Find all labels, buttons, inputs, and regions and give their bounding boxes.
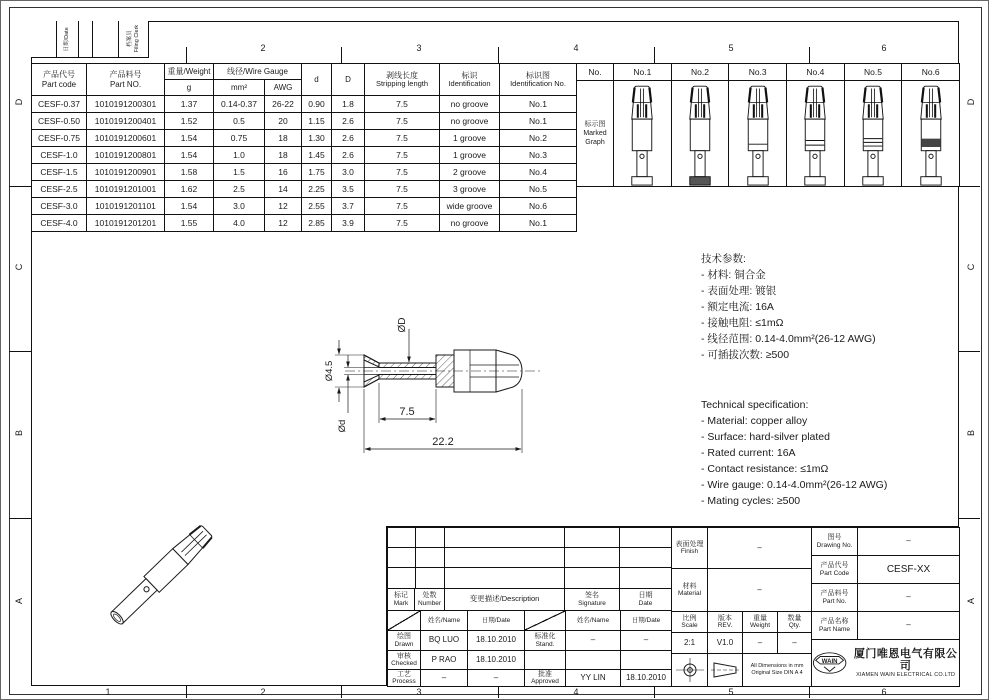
cell-mm2: 3.0 bbox=[214, 198, 265, 215]
tech-params-cn-line: - 材料: 铜合金 bbox=[701, 269, 766, 281]
pin-icon bbox=[618, 82, 666, 186]
zone-letter-left: C bbox=[14, 263, 24, 271]
rev-checked-name: P RAO bbox=[420, 650, 468, 670]
zone-letter-left: D bbox=[14, 98, 24, 106]
cell-awg: 12 bbox=[265, 215, 302, 232]
cell-ident_no: No.4 bbox=[500, 164, 577, 181]
cell-d: 2.25 bbox=[302, 181, 332, 198]
cell-part_no: 1010191201201 bbox=[87, 215, 165, 232]
company-name-cn: 厦门唯恩电气有限公司 bbox=[853, 647, 958, 672]
rev-role-drawn: 绘图 Drawn bbox=[387, 630, 421, 651]
cell-d: 1.15 bbox=[302, 113, 332, 130]
rev-role-approved: 批准 Approved bbox=[524, 669, 566, 687]
rev-empty-cell bbox=[564, 527, 620, 548]
tech-params-cn-line: - 表面处理: 镀银 bbox=[701, 285, 777, 297]
cell-weight: 1.37 bbox=[165, 96, 214, 113]
table-row bbox=[32, 164, 577, 181]
zone-number-top: 6 bbox=[881, 43, 887, 53]
header-wire-gauge: 线径/Wire Gauge bbox=[214, 64, 302, 80]
zone-tick bbox=[654, 47, 655, 63]
zone-number-top: 2 bbox=[260, 43, 266, 53]
rev-empty-cell bbox=[619, 567, 673, 590]
pin-figure-no1 bbox=[614, 81, 672, 186]
rev-header-date: 日期 Date bbox=[619, 588, 672, 611]
marked-graph-body-row bbox=[577, 81, 959, 186]
finish-label: 表面处理 Finish bbox=[671, 527, 708, 569]
corner-empty-cell bbox=[31, 21, 57, 58]
tech-params-cn-line: - 线径范围: 0.14-4.0mm²(26-12 AWG) bbox=[701, 333, 876, 345]
cell-mm2: 0.75 bbox=[214, 130, 265, 147]
zone-number-bottom: 1 bbox=[105, 687, 111, 697]
rev-empty-cell bbox=[565, 650, 621, 670]
cell-ident: no groove bbox=[440, 96, 500, 113]
marked-graph-header-row bbox=[577, 64, 959, 81]
cell-D: 3.9 bbox=[332, 215, 365, 232]
corner-filing-table bbox=[31, 21, 149, 58]
tech-spec-en-line: - Rated current: 16A bbox=[701, 447, 796, 459]
cell-part_no: 1010191200801 bbox=[87, 147, 165, 164]
zone-number-bottom: 2 bbox=[260, 687, 266, 697]
table-row bbox=[32, 130, 577, 147]
part-no-label: 产品料号 Part No. bbox=[811, 583, 858, 612]
zone-tick bbox=[341, 47, 342, 63]
cell-ident: no groove bbox=[440, 215, 500, 232]
marked-graph-col-header: No.4 bbox=[787, 64, 845, 80]
cone-symbol-cell bbox=[707, 653, 743, 687]
scale-value: 2:1 bbox=[671, 632, 708, 654]
cell-strip: 7.5 bbox=[365, 96, 440, 113]
filing-clerk-label: 档案员 Filing Clerk bbox=[126, 25, 140, 53]
rev-empty-cell bbox=[415, 567, 445, 590]
rev-checked-date: 18.10.2010 bbox=[467, 650, 525, 670]
marked-graph-col-header: No.6 bbox=[921, 67, 940, 77]
cell-D: 3.0 bbox=[332, 164, 365, 181]
zone-tick bbox=[9, 186, 31, 187]
rev-empty-cell bbox=[415, 527, 445, 548]
rev-approved-date: 18.10.2010 bbox=[620, 669, 672, 687]
svg-text:WAIN: WAIN bbox=[821, 658, 838, 665]
cell-ident_no: No.2 bbox=[500, 130, 577, 147]
cell-weight: 1.55 bbox=[165, 215, 214, 232]
cell-part_code: CESF-4.0 bbox=[32, 215, 87, 232]
pin-figure-no4 bbox=[787, 81, 845, 186]
zone-letter-right: D bbox=[966, 98, 976, 106]
pin-icon bbox=[676, 82, 724, 186]
zone-tick bbox=[809, 686, 810, 698]
cell-ident_no: No.1 bbox=[500, 96, 577, 113]
corner-filing-cell bbox=[119, 21, 149, 58]
dim-label-od: ØD bbox=[397, 317, 408, 333]
cell-weight: 1.62 bbox=[165, 181, 214, 198]
rev-empty-cell bbox=[444, 547, 565, 568]
zone-tick bbox=[654, 686, 655, 698]
cell-part_code: CESF-0.37 bbox=[32, 96, 87, 113]
zone-letter-right: B bbox=[966, 430, 976, 437]
part-name-value: – bbox=[857, 611, 960, 640]
cell-d: 2.55 bbox=[302, 198, 332, 215]
cell-part_code: CESF-2.5 bbox=[32, 181, 87, 198]
zone-letter-right: A bbox=[966, 598, 976, 605]
qty-label: 数量 Qty. bbox=[777, 611, 812, 633]
rev-empty-cell bbox=[619, 527, 673, 548]
cell-mm2: 4.0 bbox=[214, 215, 265, 232]
cell-d: 1.45 bbox=[302, 147, 332, 164]
tech-spec-en-title: Technical specification: bbox=[701, 399, 809, 411]
part-name-label: 产品名称 Part Name bbox=[811, 611, 858, 640]
header-D: D bbox=[332, 64, 365, 96]
pin-icon bbox=[849, 82, 897, 186]
header-identification-no: 标识图 Identification No. bbox=[500, 64, 577, 96]
rev-empty-cell bbox=[564, 547, 620, 568]
rev-value: V1.0 bbox=[707, 632, 743, 654]
company-cell bbox=[811, 639, 960, 687]
scale-label: 比例 Scale bbox=[671, 611, 708, 633]
qty-value: – bbox=[777, 632, 812, 654]
date-label: 日期/Date bbox=[64, 26, 71, 52]
cell-D: 1.8 bbox=[332, 96, 365, 113]
rev-role-process: 工艺 Process bbox=[387, 669, 421, 687]
rev-empty-cell bbox=[444, 567, 565, 590]
pin-icon bbox=[734, 82, 782, 186]
tech-spec-en-line: - Surface: hard-silver plated bbox=[701, 431, 830, 443]
part-no-value: – bbox=[857, 583, 960, 612]
part-code-label: 产品代号 Part Code bbox=[811, 555, 858, 584]
cell-part_code: CESF-1.0 bbox=[32, 147, 87, 164]
cell-ident_no: No.1 bbox=[500, 215, 577, 232]
table-row bbox=[32, 96, 577, 113]
zone-tick bbox=[498, 686, 499, 698]
corner-date-cell bbox=[57, 21, 79, 58]
cell-ident_no: No.5 bbox=[500, 181, 577, 198]
rev-process-date: – bbox=[467, 669, 525, 687]
rev-empty-cell bbox=[619, 547, 673, 568]
tech-spec-en bbox=[701, 397, 887, 509]
cell-mm2: 1.0 bbox=[214, 147, 265, 164]
cell-part_code: CESF-1.5 bbox=[32, 164, 87, 181]
marked-graph-col-header: No.2 bbox=[672, 64, 730, 80]
material-label: 材料 Material bbox=[671, 568, 708, 612]
rev-empty-cell bbox=[387, 567, 416, 590]
header-stripping-length: 剥线长度 Stripping length bbox=[365, 64, 440, 96]
zone-tick bbox=[809, 47, 810, 63]
rev-header-number: 处数 Number bbox=[414, 588, 445, 611]
zone-tick bbox=[341, 686, 342, 698]
dim-label-total-length: 22.2 bbox=[432, 436, 454, 448]
cell-mm2: 1.5 bbox=[214, 164, 265, 181]
cell-part_code: CESF-0.75 bbox=[32, 130, 87, 147]
cell-ident: no groove bbox=[440, 113, 500, 130]
rev-role-standardization: 标准化 Stand. bbox=[524, 630, 566, 651]
zone-number-bottom: 5 bbox=[728, 687, 734, 697]
cell-d: 0.90 bbox=[302, 96, 332, 113]
cell-mm2: 0.14-0.37 bbox=[214, 96, 265, 113]
cell-part_no: 1010191200401 bbox=[87, 113, 165, 130]
cell-ident_no: No.1 bbox=[500, 113, 577, 130]
cell-part_no: 1010191200901 bbox=[87, 164, 165, 181]
cell-d: 1.30 bbox=[302, 130, 332, 147]
zone-tick bbox=[959, 518, 980, 519]
pin-figure-no5 bbox=[845, 81, 903, 186]
zone-letter-right: C bbox=[966, 263, 976, 271]
cell-part_code: CESF-3.0 bbox=[32, 198, 87, 215]
tech-params-cn-title: 技术参数: bbox=[701, 253, 746, 265]
wain-logo bbox=[812, 650, 847, 676]
cell-D: 2.6 bbox=[332, 147, 365, 164]
zone-number-top: 5 bbox=[728, 43, 734, 53]
part-data-table bbox=[31, 63, 577, 232]
table-row bbox=[32, 198, 577, 215]
zone-letter-left: B bbox=[14, 430, 24, 437]
rev-approved-name: YY LIN bbox=[565, 669, 621, 687]
header-part-no: 产品料号 Part NO. bbox=[87, 64, 165, 96]
zone-tick bbox=[186, 47, 187, 63]
cell-strip: 7.5 bbox=[365, 147, 440, 164]
header-part-code: 产品代号 Part code bbox=[32, 64, 87, 96]
cell-ident_no: No.3 bbox=[500, 147, 577, 164]
cell-weight: 1.54 bbox=[165, 147, 214, 164]
cell-awg: 26-22 bbox=[265, 96, 302, 113]
marked-graph-col-header: No.5 bbox=[845, 64, 903, 80]
cell-weight: 1.52 bbox=[165, 113, 214, 130]
truncated-cone-icon bbox=[710, 659, 740, 681]
rev-diagonal-cell bbox=[387, 610, 421, 631]
isometric-pin-view bbox=[53, 493, 253, 673]
cell-mm2: 0.5 bbox=[214, 113, 265, 130]
cell-weight: 1.54 bbox=[165, 198, 214, 215]
cell-strip: 7.5 bbox=[365, 215, 440, 232]
title-block bbox=[386, 526, 959, 686]
tech-params-cn-line: - 额定电流: 16A bbox=[701, 301, 774, 313]
rev-header-description: 变更描述/Description bbox=[444, 588, 565, 611]
header-weight: 重量/Weight bbox=[165, 64, 214, 80]
tech-spec-en-line: - Mating cycles: ≥500 bbox=[701, 495, 801, 507]
weight-label: 重量 Weight bbox=[742, 611, 778, 633]
cell-D: 3.7 bbox=[332, 198, 365, 215]
cell-part_no: 1010191201101 bbox=[87, 198, 165, 215]
cell-D: 2.6 bbox=[332, 113, 365, 130]
cell-awg: 14 bbox=[265, 181, 302, 198]
cell-awg: 18 bbox=[265, 130, 302, 147]
cell-strip: 7.5 bbox=[365, 198, 440, 215]
rev-label: 版本 REV. bbox=[707, 611, 743, 633]
dim-label-crimp-depth: 7.5 bbox=[399, 406, 415, 418]
zone-number-bottom: 6 bbox=[881, 687, 887, 697]
material-value: – bbox=[707, 568, 812, 612]
rev-empty-cell bbox=[620, 650, 672, 670]
cell-weight: 1.58 bbox=[165, 164, 214, 181]
header-identification: 标识 Identification bbox=[440, 64, 500, 96]
zone-number-bottom: 4 bbox=[573, 687, 579, 697]
cell-D: 3.5 bbox=[332, 181, 365, 198]
cell-awg: 12 bbox=[265, 198, 302, 215]
zone-tick bbox=[959, 186, 980, 187]
cell-part_no: 1010191200601 bbox=[87, 130, 165, 147]
rev-drawn-date: 18.10.2010 bbox=[467, 630, 525, 651]
marked-graph-col-header: No.1 bbox=[614, 64, 672, 80]
rev-date-label: 日期/Date bbox=[467, 610, 525, 631]
rev-stand-date: – bbox=[620, 630, 672, 651]
dimensions-note: All Dimensions in mm Original Size DIN A 4 bbox=[742, 653, 812, 687]
zone-tick bbox=[186, 686, 187, 698]
cell-ident_no: No.6 bbox=[500, 198, 577, 215]
tech-params-cn-line: - 接触电阻: ≤1mΩ bbox=[701, 317, 784, 329]
cell-strip: 7.5 bbox=[365, 130, 440, 147]
weight-value: – bbox=[742, 632, 778, 654]
corner-empty-cell bbox=[93, 21, 119, 58]
first-angle-projection-icon bbox=[674, 656, 706, 684]
pin-figure-no3 bbox=[729, 81, 787, 186]
cell-strip: 7.5 bbox=[365, 164, 440, 181]
zone-number-top: 4 bbox=[573, 43, 579, 53]
tech-spec-en-line: - Material: copper alloy bbox=[701, 415, 808, 427]
rev-stand-name: – bbox=[565, 630, 621, 651]
dim-label-bore: Ød bbox=[337, 419, 348, 433]
table-row bbox=[32, 147, 577, 164]
cell-mm2: 2.5 bbox=[214, 181, 265, 198]
rev-name-label: 姓名/Name bbox=[420, 610, 468, 631]
projection-symbol-cell bbox=[671, 653, 708, 687]
rev-date-label: 日期/Date bbox=[620, 610, 672, 631]
rev-header-signature: 签名 Signature bbox=[564, 588, 620, 611]
cell-d: 2.85 bbox=[302, 215, 332, 232]
zone-tick bbox=[9, 518, 31, 519]
pin-figure-no2 bbox=[672, 81, 730, 186]
cell-weight: 1.54 bbox=[165, 130, 214, 147]
finish-value: – bbox=[707, 527, 812, 569]
header-mm2: mm² bbox=[214, 80, 265, 96]
cell-ident: 3 groove bbox=[440, 181, 500, 198]
tech-spec-en-line: - Contact resistance: ≤1mΩ bbox=[701, 463, 829, 475]
cell-part_code: CESF-0.50 bbox=[32, 113, 87, 130]
zone-number-top: 3 bbox=[416, 43, 422, 53]
rev-empty-cell bbox=[387, 527, 416, 548]
rev-diagonal-cell bbox=[524, 610, 566, 631]
drawing-no-label: 图号 Drawing No. bbox=[811, 527, 858, 556]
zone-tick bbox=[959, 351, 980, 352]
cell-strip: 7.5 bbox=[365, 113, 440, 130]
marked-graph-row-label: 标示图 Marked Graph bbox=[577, 81, 614, 186]
company-name-en: XIAMEN WAIN ELECTRICAL CO.LTD bbox=[856, 672, 956, 679]
cell-ident: wide groove bbox=[440, 198, 500, 215]
marked-graph-table bbox=[576, 63, 960, 187]
table-row bbox=[32, 215, 577, 232]
cell-part_no: 1010191200301 bbox=[87, 96, 165, 113]
section-dimension-drawing bbox=[323, 293, 591, 471]
part-code-value: CESF-XX bbox=[857, 555, 960, 584]
rev-process-name: – bbox=[420, 669, 468, 687]
corner-empty-cell bbox=[79, 21, 93, 58]
rev-name-label: 姓名/Name bbox=[565, 610, 621, 631]
rev-drawn-name: BQ LUO bbox=[420, 630, 468, 651]
table-row bbox=[32, 181, 577, 198]
marked-graph-no-header: No. bbox=[577, 64, 614, 80]
cell-strip: 7.5 bbox=[365, 181, 440, 198]
rev-header-mark: 标记 Mark bbox=[387, 588, 415, 611]
dim-label-flange: Ø4.5 bbox=[324, 360, 335, 382]
zone-letter-left: A bbox=[14, 598, 24, 605]
cell-D: 2.6 bbox=[332, 130, 365, 147]
zone-tick bbox=[9, 351, 31, 352]
zone-number-bottom: 3 bbox=[416, 687, 422, 697]
pin-icon bbox=[791, 82, 839, 186]
pin-icon bbox=[907, 82, 955, 186]
header-awg: AWG bbox=[265, 80, 302, 96]
cell-part_no: 1010191201001 bbox=[87, 181, 165, 198]
pin-figure-no6 bbox=[902, 81, 959, 186]
marked-graph-col-header: No.3 bbox=[729, 64, 787, 80]
cell-d: 1.75 bbox=[302, 164, 332, 181]
rev-role-checked: 审核 Checked bbox=[387, 650, 421, 670]
table-row bbox=[32, 113, 577, 130]
tech-spec-en-line: - Wire gauge: 0.14-4.0mm²(26-12 AWG) bbox=[701, 479, 888, 491]
rev-empty-cell bbox=[415, 547, 445, 568]
rev-empty-cell bbox=[564, 567, 620, 590]
header-d: d bbox=[302, 64, 332, 96]
cell-awg: 16 bbox=[265, 164, 302, 181]
rev-empty-cell bbox=[387, 547, 416, 568]
tech-params-cn-line: - 可插拔次数: ≥500 bbox=[701, 349, 790, 361]
rev-empty-cell bbox=[444, 527, 565, 548]
header-weight-unit: g bbox=[165, 80, 214, 96]
cell-ident: 1 groove bbox=[440, 147, 500, 164]
rev-empty-cell bbox=[524, 650, 566, 670]
cell-ident: 2 groove bbox=[440, 164, 500, 181]
cell-ident: 1 groove bbox=[440, 130, 500, 147]
zone-tick bbox=[498, 47, 499, 63]
drawing-no-value: – bbox=[857, 527, 960, 556]
cell-awg: 20 bbox=[265, 113, 302, 130]
cell-awg: 18 bbox=[265, 147, 302, 164]
tech-params-cn bbox=[701, 251, 876, 363]
